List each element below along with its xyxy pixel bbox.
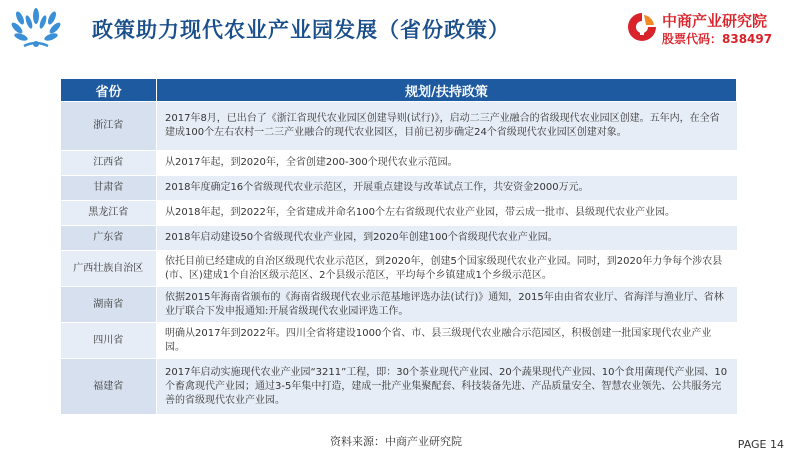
province-cell: 湖南省: [61, 287, 157, 323]
policy-table: [60, 78, 737, 415]
province-cell: 四川省: [61, 323, 157, 359]
policy-cell: 依托目前已经建成的自治区级现代农业示范区，到2020年，创建5个国家级现代农业产业园。同时，到2020年力争每个涉农县(市、区)建成1个自治区级示范区、2个县级示范区，平均每个乡镇建成1个乡级示范区。: [157, 251, 737, 287]
province-cell: 江西省: [61, 151, 157, 176]
policy-cell: 2018年度确定16个省级现代农业示范区，开展重点建设与改革试点工作，共安资金2000万元。: [157, 176, 737, 201]
policy-cell: 2017年启动实施现代农业产业园“3211”工程，即：30个茶业现代产业园、20个蔬果现代产业园、10个食用菌现代产业园、10个畜禽现代产业园；通过3-5年集中打造，建成一批产业集聚配套、科技装备先进、产品质量安全、智慧农业领先、公共服务完善的省级现代农业产业园。: [157, 359, 737, 415]
table-header-row: [61, 79, 737, 102]
province-cell: 浙江省: [61, 102, 157, 151]
policy-cell: 2017年8月，已出台了《浙江省现代农业园区创建导则(试行)》，启动二三产业融合的省级现代农业园区创建。五年内，在全省建成100个左右农村一二三产业融合的现代农业园区，目前已初步确定24个省级现代农业园区创建对象。: [157, 102, 737, 151]
column-header-policy: 规划/扶持政策: [157, 79, 737, 102]
brand-logo: [626, 8, 786, 48]
table-row: [61, 359, 737, 415]
policy-cell: 依据2015年海南省颁布的《海南省级现代农业示范基地评选办法(试行)》通知，2015年由由省农业厅、省海洋与渔业厅、省林业厅联合下发申报通知:开展省级现代农业园评选工作。: [157, 287, 737, 323]
laurel-logo-icon: [10, 6, 62, 52]
page-number: PAGE 14: [737, 438, 784, 451]
table-row: [61, 201, 737, 226]
table-row: [61, 287, 737, 323]
table-row: [61, 151, 737, 176]
policy-cell: 从2018年起，到2022年，全省建成并命名100个左右省级现代农业产业园，带云成一批市、县级现代农业产业园。: [157, 201, 737, 226]
province-cell: 甘肃省: [61, 176, 157, 201]
table-row: [61, 226, 737, 251]
page-title: 政策助力现代农业产业园发展（省份政策）: [92, 18, 510, 42]
table-row: [61, 251, 737, 287]
brand-name: 中商产业研究院: [662, 12, 768, 30]
table-row: [61, 102, 737, 151]
brand-mark-icon: [626, 11, 658, 43]
source-note: 资料来源：中商产业研究院: [330, 435, 462, 448]
province-cell: 黑龙江省: [61, 201, 157, 226]
column-header-province: 省份: [61, 79, 157, 102]
table-row: [61, 323, 737, 359]
stock-code: 股票代码：838497: [662, 32, 773, 46]
policy-cell: 从2017年起，到2020年，全省创建200-300个现代农业示范园。: [157, 151, 737, 176]
table-row: [61, 176, 737, 201]
province-cell: 广东省: [61, 226, 157, 251]
policy-cell: 2018年启动建设50个省级现代农业产业园，到2020年创建100个省级现代农业产业园。: [157, 226, 737, 251]
province-cell: 福建省: [61, 359, 157, 415]
policy-cell: 明确从2017年到2022年。四川全省将建设1000个省、市、县三级现代农业融合示范园区，积极创建一批国家现代农业产业园。: [157, 323, 737, 359]
province-cell: 广西壮族自治区: [61, 251, 157, 287]
